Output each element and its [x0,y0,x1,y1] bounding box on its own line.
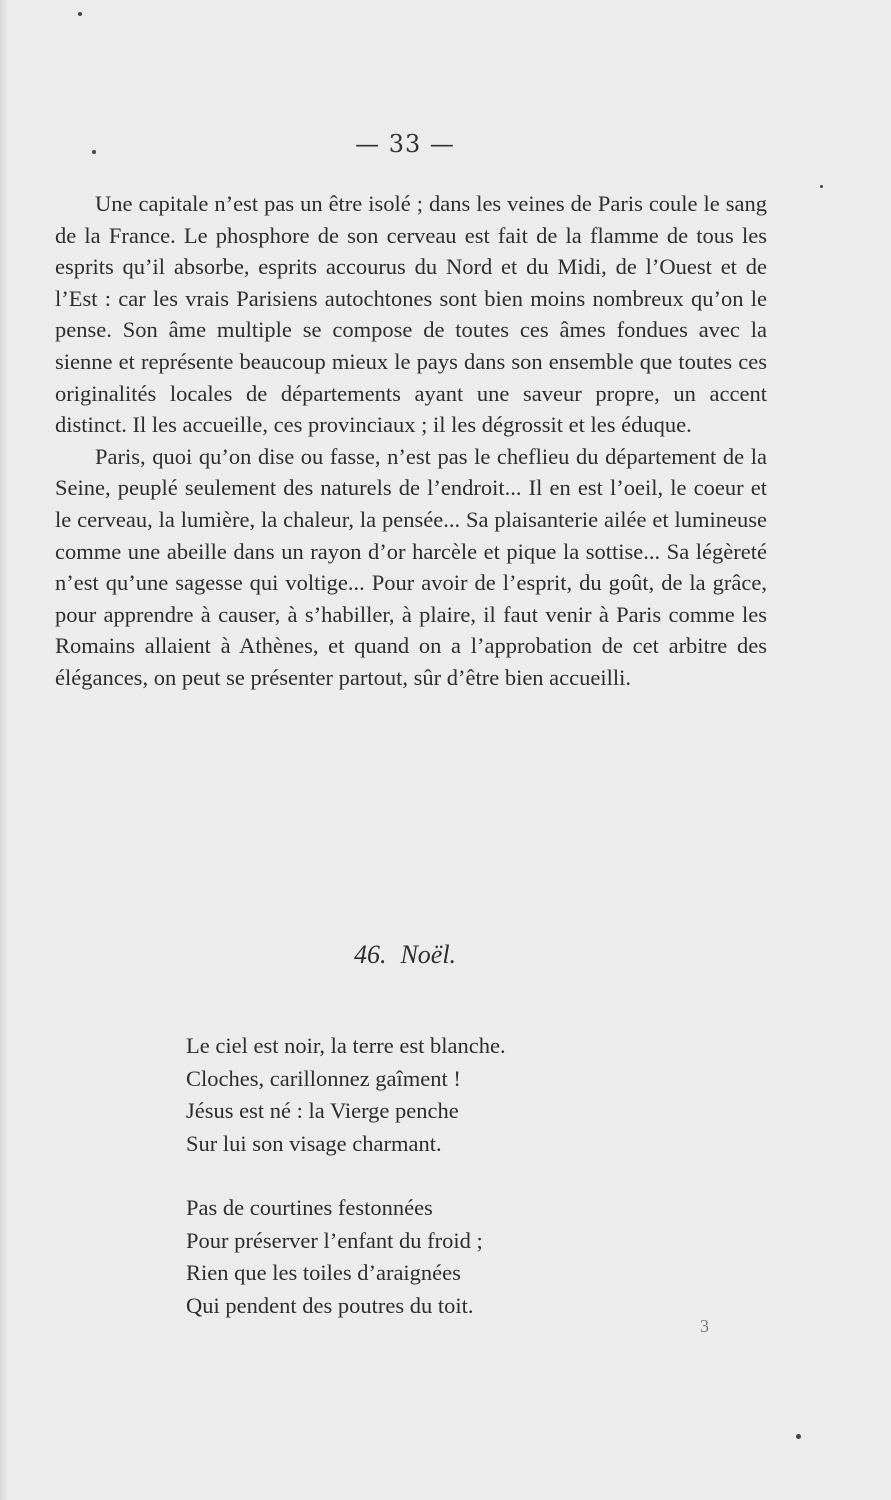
poem [186,1030,706,1354]
verse-line: Pas de courtines festonnées [186,1195,433,1220]
stanza [186,1030,706,1160]
paper-speck [78,12,82,16]
paper-speck [92,150,96,154]
paper-speck [796,1434,801,1439]
prose-section [55,188,767,694]
paper-speck [820,185,823,188]
verse-line: Jésus est né : la Vierge penche [186,1098,459,1123]
poem-title: Noël. [400,940,457,969]
page-edge [0,0,8,1500]
verse-line: Qui pendent des poutres du toit. [186,1292,474,1318]
paragraph: Une capitale n’est pas un être isolé ; dans les veines de Paris coule le sang de la France. Le phosphore de son cerveau est fait de la flamme de tous les esprits qu’il absorbe, esprits accourus du Nord et du Midi, de l’Ouest et de l’Est : car les vrais Parisiens autochtones sont bien moins nombreux qu’on le pense. Son âme multiple se compose de toutes ces âmes fondues avec la sienne et représente beaucoup mieux le pays dans son ensemble que toutes ces originalités locales de départements ayant une saveur propre, un accent distinct. Il les accueille, ces provinciaux ; il les dégrossit et les éduque. [55,191,767,438]
poem-number: 46. [353,940,387,969]
verse-line: Le ciel est noir, la terre est blanche. [186,1033,506,1058]
stanza [186,1192,706,1322]
poem-heading [0,940,810,970]
paragraph: Paris, quoi qu’on dise ou fasse, n’est pas le cheflieu du département de la Seine, peuplé seulement des naturels de l’endroit... Il en est l’oeil, le coeur et le cerveau, la lumière, la chaleur, la pensée... Sa plaisanterie ailée et lumineuse comme une abeille dans un rayon d’or harcèle et pique la sottise... Sa légèreté n’est qu’une sagesse qui voltige... Pour avoir de l’esprit, du goût, de la grâce, pour apprendre à causer, à s’habiller, à plaire, il faut venir à Paris comme les Romains allaient à Athènes, et quand on a l’approbation de cet arbitre des élégances, on peut se présenter partout, sûr d’être bien accueilli. [55,443,767,690]
verse-line: Cloches, carillonnez gaîment ! [186,1065,461,1091]
page-number: — 33 — [355,130,455,158]
verse-line: Pour préserver l’enfant du froid ; [186,1227,483,1253]
verse-line: Rien que les toiles d’araignées [186,1260,461,1285]
signature-mark: 3 [700,1316,709,1336]
verse-line: Sur lui son visage charmant. [186,1130,442,1156]
